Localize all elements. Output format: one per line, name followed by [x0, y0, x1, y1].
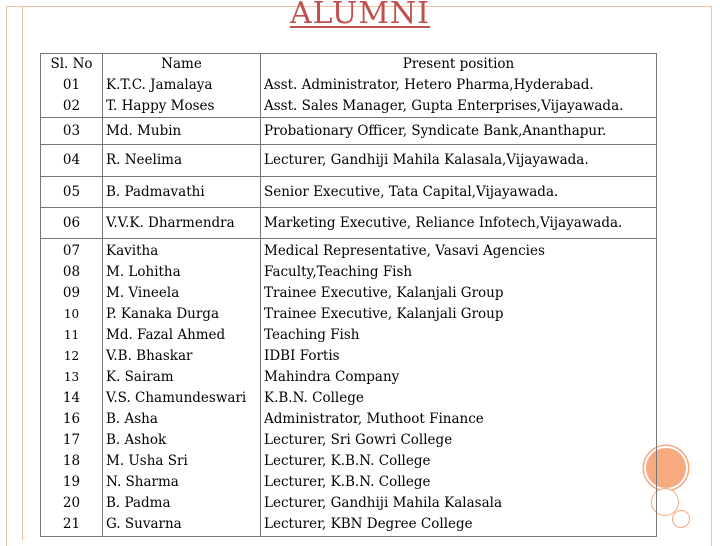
page-title: ALUMNI: [289, 0, 431, 31]
table-row: 05 B. Padmavathi Senior Executive, Tata Capital,Vijayawada.: [41, 177, 657, 208]
sl-no-cell: Sl. No 01 02: [41, 54, 103, 118]
name-cell: Kavitha M. Lohitha M. Vineela P. Kanaka Durga Md. Fazal Ahmed V.B. Bhaskar K. Sairam V.S. Chamundeswari B. Asha B. Ashok M. Usha Sri N. Sharma B. Padma G. Suvarna: [103, 239, 261, 537]
header-name: Name: [161, 56, 202, 72]
decorative-circle-small: [672, 510, 690, 528]
table-row: 03 Md. Mubin Probationary Officer, Syndicate Bank,Ananthapur.: [41, 118, 657, 145]
table-row: [41, 54, 657, 118]
sl-no-cell: 07 08 09 10 11 12 13 14 16 17 18 19 20 21: [41, 239, 103, 537]
slide-left-rule: [22, 6, 23, 540]
name-cell: Name K.T.C. Jamalaya T. Happy Moses: [103, 54, 261, 118]
header-sl-no: Sl. No: [50, 56, 93, 72]
position-cell: Medical Representative, Vasavi Agencies Faculty,Teaching Fish Trainee Executive, Kalanjali Group Trainee Executive, Kalanjali Group Teaching Fish IDBI Fortis Mahindra Company K.B.N. College Administrator, Muthoot Finance Lecturer, Sri Gowri College Lecturer, K.B.N. College Lecturer, K.B.N. College Lecturer, Gandhiji Mahila Kalasala Lecturer, KBN Degree College: [261, 239, 657, 537]
header-position: Present position: [402, 56, 515, 72]
alumni-table: [40, 53, 657, 537]
table-row: 06 V.V.K. Dharmendra Marketing Executive, Reliance Infotech,Vijayawada.: [41, 208, 657, 239]
table-row: 04 R. Neelima Lecturer, Gandhiji Mahila Kalasala,Vijayawada.: [41, 145, 657, 177]
table-row: [41, 239, 657, 537]
position-cell: Present position Asst. Administrator, Hetero Pharma,Hyderabad. Asst. Sales Manager, Gupta Enterprises,Vijayawada.: [261, 54, 657, 118]
